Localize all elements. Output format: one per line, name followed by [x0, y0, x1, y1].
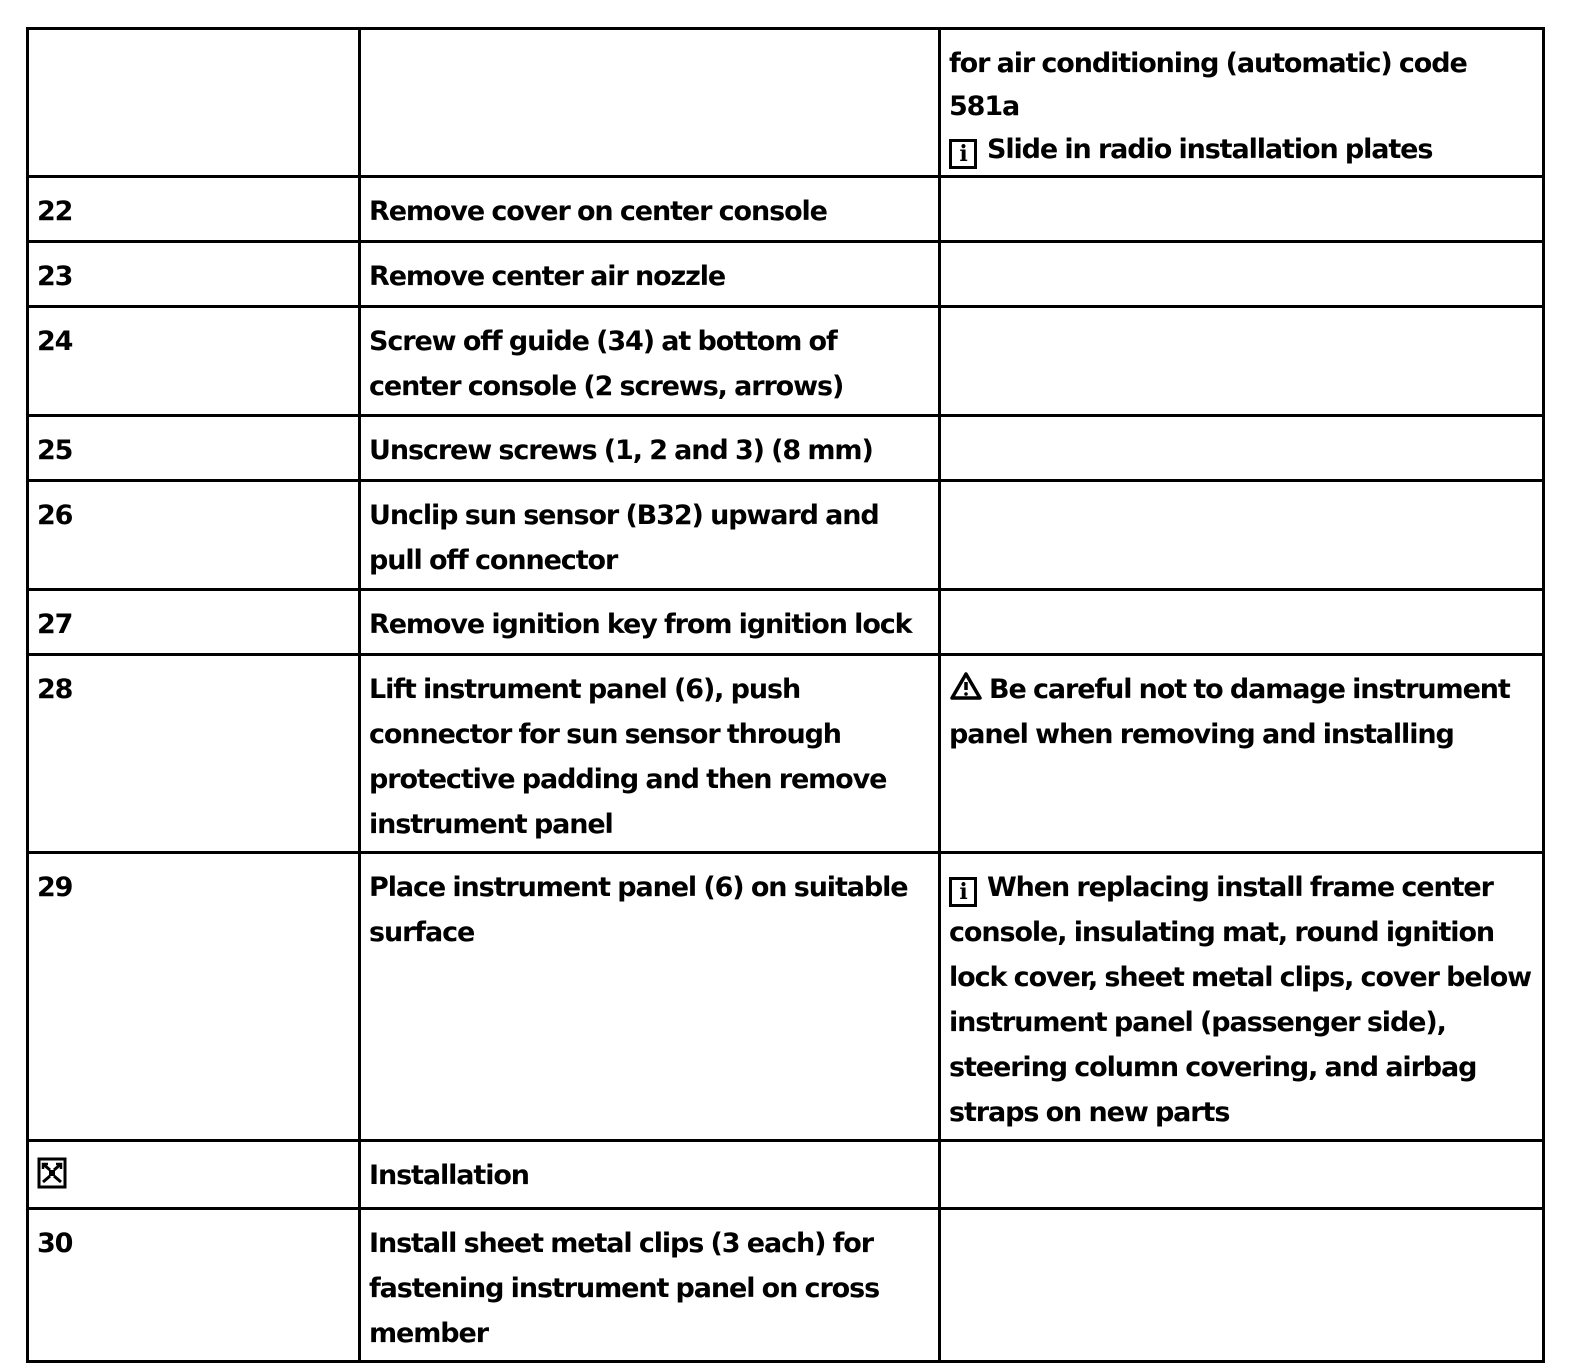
table-row [28, 655, 1544, 853]
table-row [28, 590, 1544, 655]
action-cell [360, 29, 940, 177]
note-cell [940, 590, 1544, 655]
table-row [28, 242, 1544, 307]
action-text: Unclip sun sensor (B32) upward and pull off connector [360, 481, 940, 590]
step-icon-cell [28, 1141, 360, 1209]
step-number: 23 [28, 242, 360, 307]
step-cell [28, 29, 360, 177]
table-row [28, 307, 1544, 416]
action-text: Place instrument panel (6) on suitable surface [360, 853, 940, 1141]
section-heading: Installation [360, 1141, 940, 1209]
note-cell [940, 307, 1544, 416]
note-cell [940, 853, 1544, 1141]
note-text: Slide in radio installation plates [987, 134, 1433, 165]
note-text: for air conditioning (automatic) code 581a [949, 48, 1467, 122]
action-text: Unscrew screws (1, 2 and 3) (8 mm) [360, 416, 940, 481]
note-text-line [949, 128, 1536, 171]
step-number: 29 [28, 853, 360, 1141]
table-row [28, 481, 1544, 590]
action-text: Screw off guide (34) at bottom of center console (2 screws, arrows) [360, 307, 940, 416]
step-number: 24 [28, 307, 360, 416]
note-cell [940, 177, 1544, 242]
table-row [28, 29, 1544, 177]
table-row [28, 1209, 1544, 1362]
action-text: Lift instrument panel (6), push connector for sun sensor through protective padding and then remove instrument panel [360, 655, 940, 853]
step-number: 25 [28, 416, 360, 481]
note-cell [940, 1209, 1544, 1362]
note-cell [940, 242, 1544, 307]
note-cell [940, 655, 1544, 853]
note-cell [940, 29, 1544, 177]
step-number: 30 [28, 1209, 360, 1362]
action-text: Remove center air nozzle [360, 242, 940, 307]
note-text: When replacing install frame center console, insulating mat, round ignition lock cover, sheet metal clips, cover below instrument panel (passenger side), steering column covering, and airbag straps on new parts [949, 872, 1532, 1128]
info-icon: i [949, 877, 977, 907]
step-number: 26 [28, 481, 360, 590]
info-icon: i [949, 139, 977, 169]
table-row [28, 177, 1544, 242]
step-number: 28 [28, 655, 360, 853]
table-row [28, 853, 1544, 1141]
procedure-table [26, 27, 1545, 1363]
table-row [28, 416, 1544, 481]
step-number: 27 [28, 590, 360, 655]
installation-icon [37, 1157, 67, 1189]
table-row [28, 1141, 1544, 1209]
step-number: 22 [28, 177, 360, 242]
action-text: Remove cover on center console [360, 177, 940, 242]
note-cell [940, 481, 1544, 590]
warning-icon [949, 671, 983, 701]
action-text: Install sheet metal clips (3 each) for fastening instrument panel on cross member [360, 1209, 940, 1362]
action-text: Remove ignition key from ignition lock [360, 590, 940, 655]
note-cell [940, 416, 1544, 481]
warning-text: Be careful not to damage instrument panel when removing and installing [949, 674, 1510, 750]
note-cell [940, 1141, 1544, 1209]
